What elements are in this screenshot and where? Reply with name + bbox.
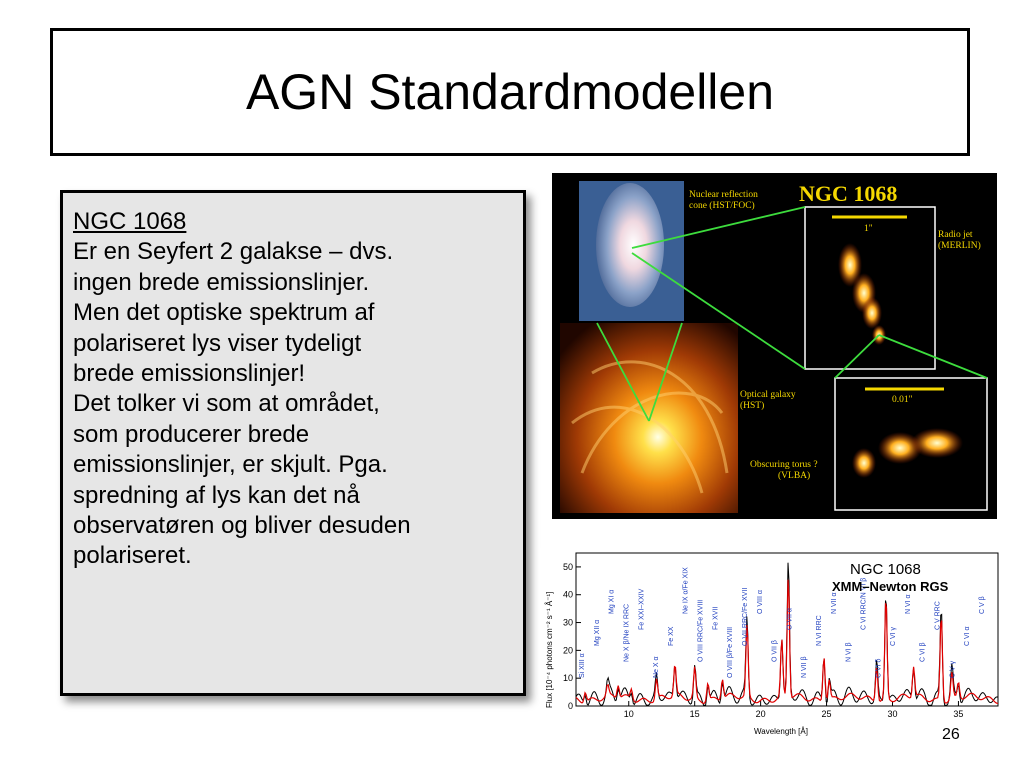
x-tick-label: 10 xyxy=(623,709,634,719)
spectral-line-label: N VI RRC xyxy=(816,615,823,646)
text-heading: NGC 1068 xyxy=(73,208,187,235)
spectral-line-label: O VIII α xyxy=(756,590,764,614)
text-line: observatøren og bliver desuden xyxy=(73,512,411,540)
text-line: emissionslinjer, er skjult. Pga. xyxy=(73,451,388,479)
slide-number: 26 xyxy=(942,726,960,743)
galaxy-label-2: (HST) xyxy=(740,401,765,411)
torus-label-1: Obscuring torus ? xyxy=(750,460,818,470)
y-tick-label: 40 xyxy=(562,589,573,600)
x-tick-label: 20 xyxy=(755,709,766,719)
spectral-line-label: Ne IX α/Fe XIX xyxy=(682,567,690,614)
spectral-line-label: O VII RRC/Fe XVII xyxy=(742,587,749,646)
spectral-line-label: C VI RRC/N VI β xyxy=(860,577,868,630)
spectral-line-label: Ne X α xyxy=(653,656,661,678)
spectral-line-label: C V β xyxy=(979,596,986,614)
spectral-line-label: C VI α xyxy=(964,626,972,646)
spectral-line-label: Mg XI α xyxy=(608,589,616,614)
torus-blob xyxy=(852,448,876,478)
spectral-line-label: O VIII β/Fe XVIII xyxy=(727,626,735,678)
spectral-line-label: Ne X β/Ne IX RRC xyxy=(623,603,631,662)
spectrum-ylabel: Flux [10⁻⁴ photons cm⁻² s⁻¹ Å⁻¹] xyxy=(545,591,554,708)
text-line: polariseret lys viser tydeligt xyxy=(73,329,362,357)
ngc1068-text-box xyxy=(60,190,526,696)
spectral-line-label: O VIII RRC/Fe XVIII xyxy=(697,599,705,662)
spectrum-title-2: XMM–Newton RGS xyxy=(832,579,949,594)
x-tick-label: 35 xyxy=(953,709,964,719)
reflection-cone-blob xyxy=(596,183,664,307)
x-tick-label: 25 xyxy=(821,709,832,719)
jet-label-1: Radio jet xyxy=(938,230,973,240)
spectral-line-label: O VII β xyxy=(771,640,779,662)
x-tick-label: 30 xyxy=(887,709,898,719)
spectral-line-label: C VI γ xyxy=(890,626,898,646)
figure-title: NGC 1068 xyxy=(799,181,898,206)
spectral-line-label: Fe XXI–XXIV xyxy=(638,588,646,630)
torus-blob xyxy=(911,428,963,458)
text-line: polariseret. xyxy=(73,542,192,570)
slide-title: AGN Standardmodellen xyxy=(245,64,775,120)
spectral-line-label: Si XIII α xyxy=(579,653,586,678)
torus-scale-label: 0.01" xyxy=(892,395,913,405)
jet-blob xyxy=(862,297,882,329)
spectral-line-label: N VI β xyxy=(845,642,853,662)
y-tick-label: 50 xyxy=(562,561,573,572)
torus-label-2: (VLBA) xyxy=(778,471,811,481)
text-line: Men det optiske spektrum af xyxy=(73,299,375,327)
spectral-line-label: Mg XII α xyxy=(593,619,601,646)
spectral-line-label: N VII β xyxy=(801,656,809,678)
text-line: brede emissionslinjer! xyxy=(73,360,306,388)
spectral-line-label: C VI β xyxy=(919,642,927,662)
spectral-line-label: N VI α xyxy=(904,594,912,614)
spectral-line-label: C VI δ xyxy=(875,658,883,678)
spectral-line-label: O VII α xyxy=(786,608,794,630)
cone-label-1: Nuclear reflection xyxy=(689,190,758,200)
spectral-line-label: Fe XVII xyxy=(712,606,720,630)
text-line: Det tolker vi som at området, xyxy=(73,390,380,418)
title-box xyxy=(50,28,970,156)
x-tick-label: 15 xyxy=(689,709,700,719)
spectrum-title-1: NGC 1068 xyxy=(850,561,921,578)
text-line: spredning af lys kan det nå xyxy=(73,481,360,509)
spectral-line-label: Fe XX xyxy=(667,626,675,646)
galaxy-label-1: Optical galaxy xyxy=(740,390,796,400)
spectrum-svg xyxy=(540,548,1002,740)
spectral-line-label: N VII α xyxy=(830,592,838,614)
cone-label-2: cone (HST/FOC) xyxy=(689,201,755,211)
xmm-rgs-spectrum xyxy=(540,548,1002,740)
spectral-line-label: C V RRC xyxy=(934,601,942,630)
jet-scale-label: 1" xyxy=(864,224,873,234)
ngc1068-composite-figure xyxy=(552,173,997,519)
spectral-line-label: C V γ xyxy=(949,660,957,678)
spectrum-xlabel: Wavelength [Å] xyxy=(754,727,808,736)
y-tick-label: 0 xyxy=(567,701,573,711)
text-line: Er en Seyfert 2 galakse – dvs. xyxy=(73,238,394,266)
y-tick-label: 20 xyxy=(562,645,573,656)
y-tick-label: 10 xyxy=(562,673,573,684)
jet-label-2: (MERLIN) xyxy=(938,241,981,251)
composite-figure-svg xyxy=(552,173,997,519)
text-line: som producerer brede xyxy=(73,420,310,448)
y-tick-label: 30 xyxy=(562,617,573,628)
text-line: ingen brede emissionslinjer. xyxy=(73,268,370,296)
